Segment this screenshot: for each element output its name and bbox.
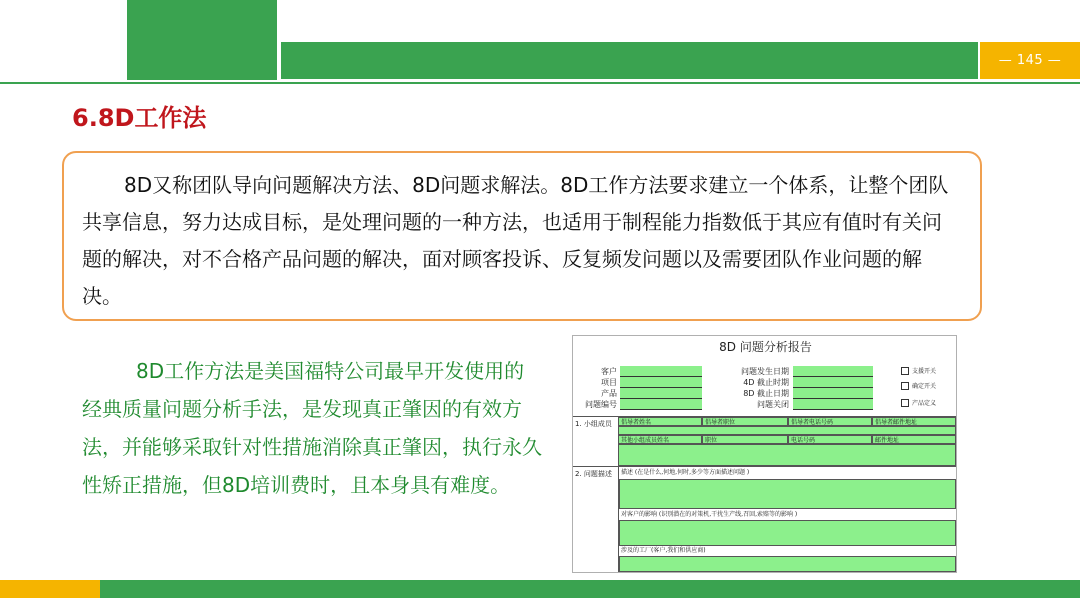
form-field-occur-date (793, 366, 873, 377)
form-cell-header: 邮件地址 (872, 435, 956, 444)
form-cell-fill (619, 520, 956, 546)
form-cell-header: 倡导者邮件地址 (872, 417, 956, 426)
form-field-product (620, 388, 702, 399)
form-section1-label: 1. 小组成员 (575, 420, 612, 428)
form-label-project: 项目 (601, 378, 617, 387)
form-field-customer (620, 366, 702, 377)
form-cell-header: 其他小组成员姓名 (618, 435, 702, 444)
form-cell-fill (619, 556, 956, 572)
form-cell-fill (619, 479, 956, 509)
form-checkbox-2 (901, 381, 936, 390)
form-divider (573, 466, 956, 467)
footer-green-bar (100, 580, 1080, 598)
form-label-product: 产品 (601, 389, 617, 398)
header-green-block (127, 0, 277, 80)
form-note-description: 描述 (在是什么,何地,何时,多少等方面描述问题 ) (621, 469, 750, 476)
form-field-8d-deadline (793, 388, 873, 399)
description-text: 8D又称团队导向问题解决方法、8D问题求解法。8D工作方法要求建立一个体系，让整个团队共享信息，努力达成目标，是处理问题的一种方法，也适用于制程能力指数低于其应有值时有关问题的解决，对不合格产品问题的解决，面对顾客投诉、反复频发问题以及需要团队作业问题的解决。 (82, 173, 949, 308)
form-cell-fill (618, 426, 956, 435)
footer-yellow-bar (0, 580, 100, 598)
form-checkbox-3 (901, 398, 936, 407)
form-section2-label: 2. 问题描述 (575, 470, 612, 478)
form-label-closed: 问题关闭 (757, 400, 789, 409)
form-note-impact: 对客户的影响 (识别潜在的对策机,干扰生产线,召回,索赔等的影响 ) (621, 511, 798, 518)
page-number: — 145 — (980, 42, 1080, 79)
form-cell-header: 电话号码 (788, 435, 872, 444)
form-cell-header: 倡导者电话号码 (788, 417, 872, 426)
form-checkbox-label: 确定开关 (912, 383, 937, 390)
form-checkbox-label: 产品定义 (912, 400, 937, 407)
form-label-issue-no: 问题编号 (585, 400, 617, 409)
form-cell-header: 倡导者姓名 (618, 417, 702, 426)
form-field-closed (793, 399, 873, 410)
checkbox-icon (901, 367, 909, 375)
checkbox-icon (901, 382, 909, 390)
checkbox-icon (901, 399, 909, 407)
form-cell-header: 职位 (702, 435, 788, 444)
section-title: 6.8D工作法 (72, 104, 207, 132)
form-label-4d-deadline: 4D 截止时期 (743, 378, 789, 387)
form-title: 8D 问题分析报告 (719, 340, 812, 354)
form-checkbox-label: 支援开关 (912, 368, 937, 375)
header-green-bar (281, 42, 978, 79)
description-box (62, 151, 982, 321)
8d-report-form (572, 335, 957, 573)
form-cell-fill (618, 444, 956, 466)
form-label-customer: 客户 (601, 367, 617, 376)
form-label-occur-date: 问题发生日期 (741, 367, 789, 376)
form-checkbox-1 (901, 366, 936, 375)
form-note-plants: 涉及的工厂(客户,我们和供应商) (621, 547, 706, 554)
form-field-4d-deadline (793, 377, 873, 388)
header-divider (0, 82, 1080, 84)
form-cell-header: 倡导者职位 (702, 417, 788, 426)
form-field-issue-no (620, 399, 702, 410)
history-paragraph: 8D工作方法是美国福特公司最早开发使用的经典质量问题分析手法，是发现真正肇因的有效方法，并能够采取针对性措施消除真正肇因，执行永久性矫正措施，但8D培训费时，且本身具有难度。 (82, 359, 542, 497)
form-label-8d-deadline: 8D 截止日期 (743, 389, 789, 398)
form-field-project (620, 377, 702, 388)
